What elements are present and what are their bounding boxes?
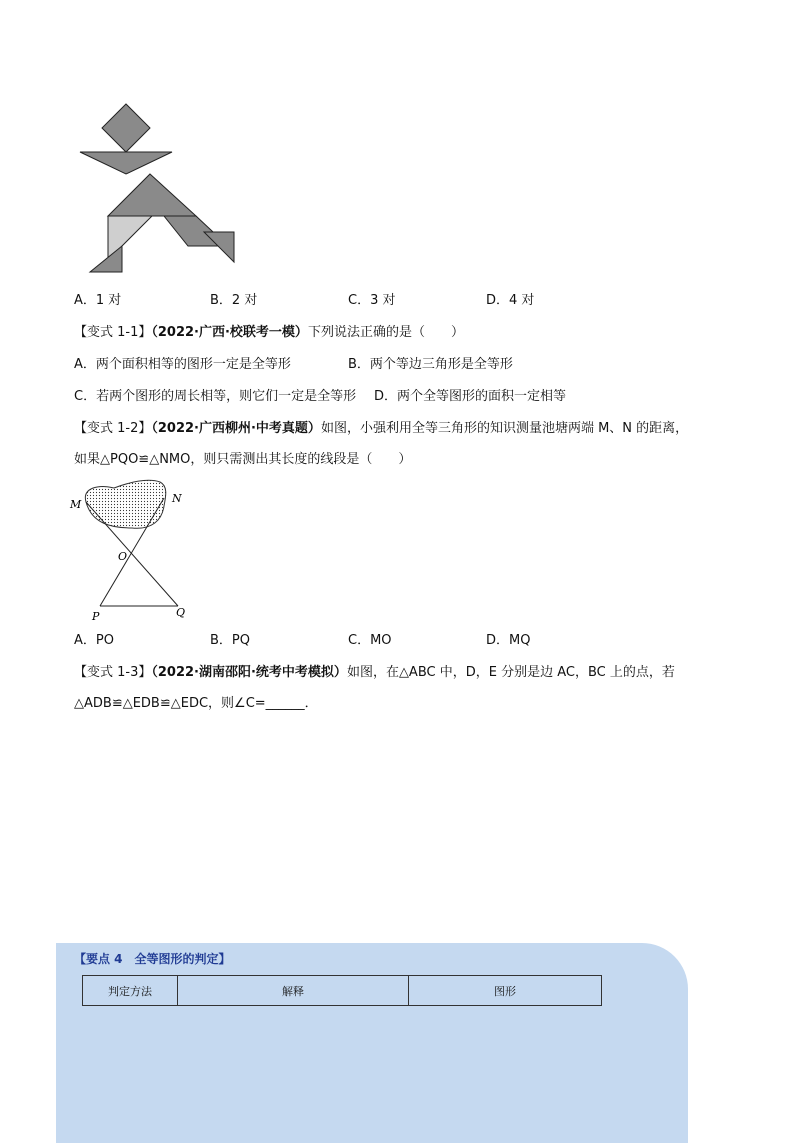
variant-prefix: 【变式 1-2】 [74, 421, 152, 436]
label-p: P [92, 610, 100, 622]
option-b[interactable]: B．2 对 [210, 293, 258, 308]
variant-source: （2022·广西柳州·中考真题） [151, 421, 321, 436]
question-stem: 下列说法正确的是（ ） [307, 325, 464, 340]
tangram-back-foot [204, 232, 234, 262]
tangram-head [102, 104, 150, 152]
variant-prefix: 【变式 1-3】 [74, 665, 152, 680]
label-m: M [70, 498, 82, 511]
question-stem: 如图，小强利用全等三角形的知识测量池塘两端 M、N 的距离， [320, 421, 689, 436]
variant-source: （2022·湖南邵阳·统考中考模拟） [151, 665, 347, 680]
header-method: 判定方法 [83, 976, 178, 1006]
header-explanation: 解释 [178, 976, 409, 1006]
tangram-figure [78, 100, 238, 276]
variant-1-3-question [74, 664, 675, 682]
option-c[interactable]: C．3 对 [348, 293, 396, 308]
label-q: Q [176, 606, 186, 619]
option-b[interactable]: B．PQ [210, 633, 250, 648]
tangram-torso [108, 174, 196, 216]
label-o: O [118, 550, 128, 563]
question-stem-line2: △ADB≌△EDB≌△EDC，则∠C=______． [74, 696, 318, 711]
variant-1-1-question [74, 324, 464, 342]
criteria-table [82, 975, 602, 1006]
question-stem: 如图，在△ABC 中，D，E 分别是边 AC，BC 上的点，若 [346, 665, 675, 680]
tangram-foot [90, 246, 122, 272]
variant-source: （2022·广西·校联考一模） [151, 325, 308, 340]
option-a[interactable]: A．1 对 [74, 293, 122, 308]
section-title: 【要点 4 全等图形的判定】 [74, 952, 231, 966]
option-d[interactable]: D．4 对 [486, 293, 535, 308]
option-a[interactable]: A．两个面积相等的图形一定是全等形 [74, 357, 291, 372]
option-d[interactable]: D．MQ [486, 633, 531, 648]
option-c[interactable]: C．MO [348, 633, 392, 648]
variant-prefix: 【变式 1-1】 [74, 325, 152, 340]
option-d[interactable]: D．两个全等图形的面积一定相等 [374, 389, 567, 404]
key-point-panel [56, 943, 688, 1143]
tangram-shoulders [80, 152, 172, 174]
option-a[interactable]: A．PO [74, 633, 114, 648]
table-header-row [83, 976, 602, 1006]
pond-shape [85, 480, 165, 528]
header-figure: 图形 [409, 976, 602, 1006]
option-b[interactable]: B．两个等边三角形是全等形 [348, 357, 513, 372]
pond-figure [68, 476, 198, 622]
label-n: N [172, 492, 182, 505]
question-stem-line2: 如果△PQO≌△NMO，则只需测出其长度的线段是（ ） [74, 452, 412, 467]
variant-1-2-question [74, 420, 688, 438]
option-c[interactable]: C．若两个图形的周长相等，则它们一定是全等形 [74, 389, 357, 404]
